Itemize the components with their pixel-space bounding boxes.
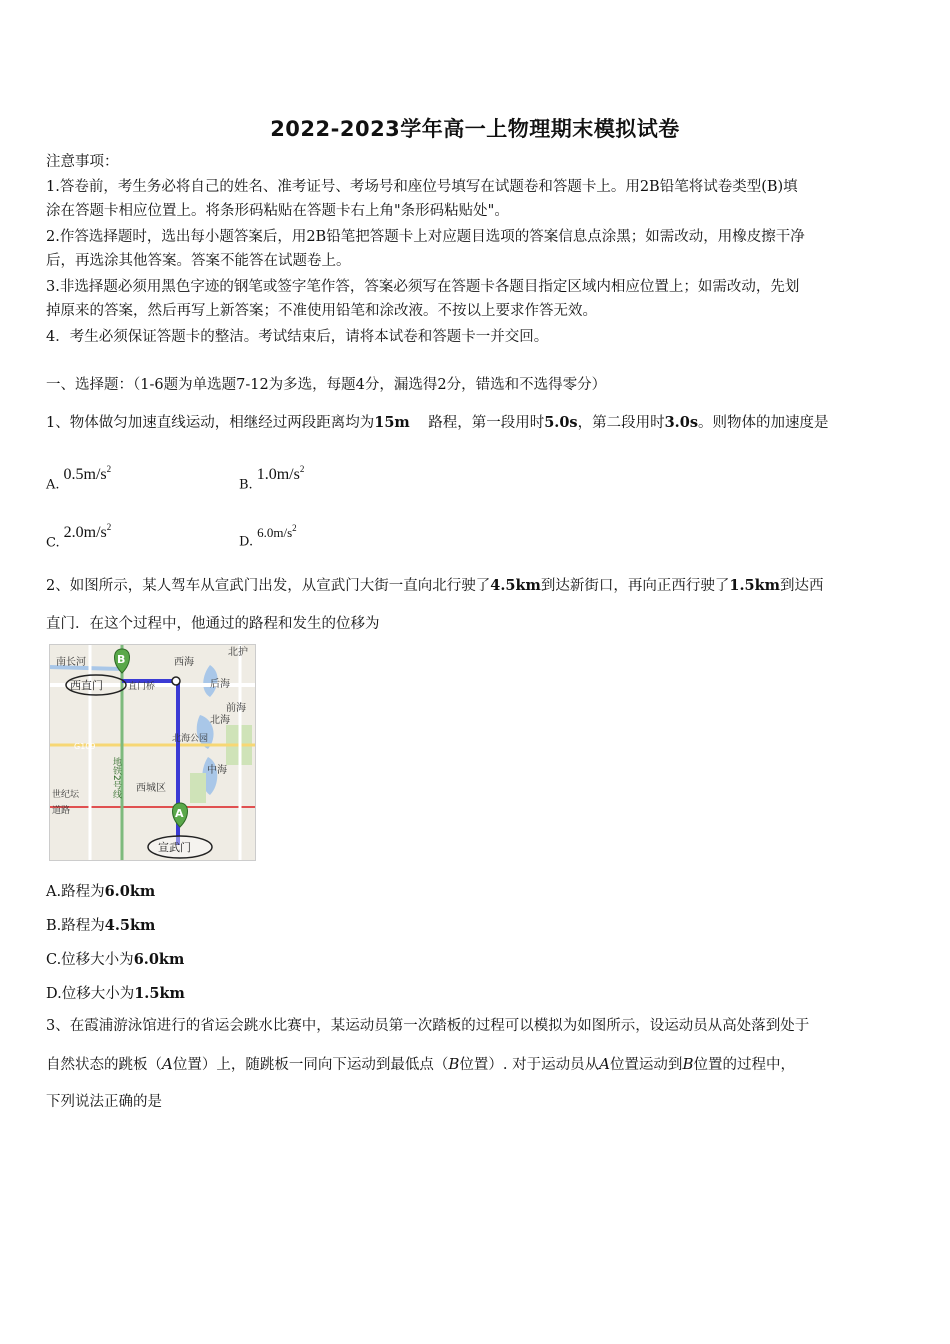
- q1-option-d[interactable]: [239, 523, 297, 550]
- option-value: 6.0km: [133, 951, 185, 968]
- map-label: 北海: [210, 715, 230, 726]
- q3-position-b: B: [682, 1055, 694, 1073]
- question-2-stem-line-2: 直门．在这个过程中，他通过的路程和发生的位移为: [46, 616, 380, 632]
- q3-position-a: A: [162, 1055, 173, 1073]
- map-park: [190, 773, 206, 803]
- route-map-svg: [50, 645, 255, 860]
- option-exponent: 2: [299, 464, 305, 474]
- map-label: 道路: [52, 806, 71, 816]
- option-value: [64, 466, 112, 483]
- map-label: G109: [74, 742, 96, 751]
- q2-option-b[interactable]: [46, 914, 155, 935]
- q3-position-a: A: [599, 1055, 610, 1073]
- q3-text: 自然状态的跳板（: [46, 1057, 162, 1073]
- map-label: 西海: [174, 657, 194, 668]
- map-label-xuanwumen: 宣武门: [158, 841, 191, 854]
- notice-heading: 注意事项：: [46, 154, 119, 170]
- q2-text-3: 到达西: [779, 578, 824, 594]
- notice-item-3-line-1: 3.非选择题必须用黑色字迹的钢笔或签字笔作答，答案必须写在答题卡各题目指定区域内相应位置上；如需改动，先划: [46, 279, 800, 295]
- question-3-stem-line-3: 下列说法正确的是: [46, 1094, 162, 1110]
- q1-text-2: 路程，第一段用时: [428, 415, 545, 431]
- map-label: 南长河: [56, 657, 86, 668]
- map-turn-point: [172, 677, 180, 685]
- q1-text-4: 。则物体的加速度是: [697, 415, 829, 431]
- q2-option-c[interactable]: [46, 948, 184, 969]
- map-label: 世纪坛: [52, 790, 80, 800]
- option-value: [257, 525, 297, 540]
- option-exponent: 2: [292, 523, 297, 533]
- q1-option-a[interactable]: [46, 464, 112, 493]
- option-text: A.路程为: [46, 884, 105, 900]
- q1-text-3: ，第二段用时: [577, 415, 665, 431]
- q1-text-1: 1、物体做匀加速直线运动，相继经过两段距离均为: [46, 415, 375, 431]
- q3-text: 位置运动到: [609, 1057, 683, 1073]
- notice-item-2-line-1: 2.作答选择题时，选出每小题答案后，用2B铅笔把答题卡上对应题目选项的答案信息点涂黑；如需改动，用橡皮擦干净: [46, 229, 805, 245]
- q2-option-d[interactable]: [46, 982, 185, 1003]
- option-value: [64, 524, 112, 541]
- option-value-text: 0.5m/s: [63, 466, 107, 484]
- map-label: 中海: [207, 765, 227, 776]
- marker-b-label: B: [117, 653, 126, 666]
- map-label: 直门桥: [128, 682, 156, 692]
- notice-item-4: 4．考生必须保证答题卡的整洁。考试结束后，请将本试卷和答题卡一并交回。: [46, 329, 549, 345]
- q2-distance-2: 1.5km: [729, 577, 780, 594]
- map-label: 后海: [210, 679, 230, 690]
- option-letter: A.: [46, 477, 60, 493]
- q2-text-1: 2、如图所示，某人驾车从宣武门出发，从宣武门大街一直向北行驶了: [46, 578, 491, 594]
- notice-item-1-line-2: 涂在答题卡相应位置上。将条形码粘贴在答题卡右上角"条形码粘贴处"。: [46, 203, 509, 219]
- option-letter: C.: [46, 535, 60, 551]
- question-1-stem: [46, 413, 828, 433]
- question-2-stem-line-1: [46, 576, 823, 596]
- notice-item-3-line-2: 掉原来的答案，然后再写上新答案；不准使用铅笔和涂改液。不按以上要求作答无效。: [46, 303, 597, 319]
- q3-text: 位置的过程中，: [693, 1057, 795, 1073]
- question-3-stem-line-1: 3、在霞浦游泳馆进行的省运会跳水比赛中，某运动员第一次踏板的过程可以模拟为如图所示，设运动员从高处落到处于: [46, 1018, 810, 1034]
- option-value-text: 6.0m/s: [257, 525, 293, 541]
- option-letter: B.: [239, 477, 253, 493]
- option-value: [257, 466, 305, 483]
- map-label: 北护: [228, 647, 248, 658]
- q1-time-1: 5.0s: [544, 414, 578, 431]
- map-label: 西城区: [136, 783, 166, 794]
- q1-option-c[interactable]: [46, 522, 112, 551]
- q1-distance: 15m: [374, 414, 410, 431]
- option-exponent: 2: [106, 522, 112, 532]
- option-value-text: 2.0m/s: [63, 524, 107, 542]
- option-value: 6.0km: [104, 883, 156, 900]
- map-label-xizhimen: 西直门: [70, 679, 103, 692]
- q2-text-2: 到达新街口，再向正西行驶了: [540, 578, 730, 594]
- map-background: [50, 645, 255, 860]
- q3-text: 位置）. 对于运动员从: [459, 1057, 600, 1073]
- map-label: 北海公园: [172, 734, 209, 744]
- option-letter: D.: [239, 534, 254, 550]
- route-map-image: [49, 644, 256, 861]
- map-label-subway: 地铁2号线: [111, 757, 121, 799]
- option-text: D.位移大小为: [46, 986, 135, 1002]
- question-3-stem-line-2: [46, 1054, 795, 1075]
- q2-option-a[interactable]: [46, 880, 155, 901]
- q3-text: 位置）上，随跳板一同向下运动到最低点（: [172, 1057, 449, 1073]
- notice-item-2-line-2: 后，再选涂其他答案。答案不能答在试题卷上。: [46, 253, 351, 269]
- page-title: 2022-2023学年高一上物理期末模拟试卷: [270, 117, 680, 141]
- option-exponent: 2: [106, 464, 112, 474]
- option-value: 1.5km: [134, 985, 185, 1002]
- map-label: 前海: [226, 703, 246, 714]
- notice-item-1-line-1: 1.答卷前，考生务必将自己的姓名、准考证号、考场号和座位号填写在试题卷和答题卡上。用2B铅笔将试卷类型(B)填: [46, 179, 798, 195]
- option-text: B.路程为: [46, 918, 105, 934]
- q1-option-b[interactable]: [239, 464, 305, 493]
- option-text: C.位移大小为: [46, 952, 134, 968]
- q1-time-2: 3.0s: [664, 414, 698, 431]
- q2-distance-1: 4.5km: [490, 577, 541, 594]
- section-heading: 一、选择题：（1-6题为单选题7-12为多选，每题4分，漏选得2分，错选和不选得零分）: [46, 377, 607, 393]
- q3-position-b: B: [448, 1055, 460, 1073]
- option-value: 4.5km: [104, 917, 156, 934]
- option-value-text: 1.0m/s: [256, 466, 300, 484]
- marker-a-label: A: [175, 807, 184, 820]
